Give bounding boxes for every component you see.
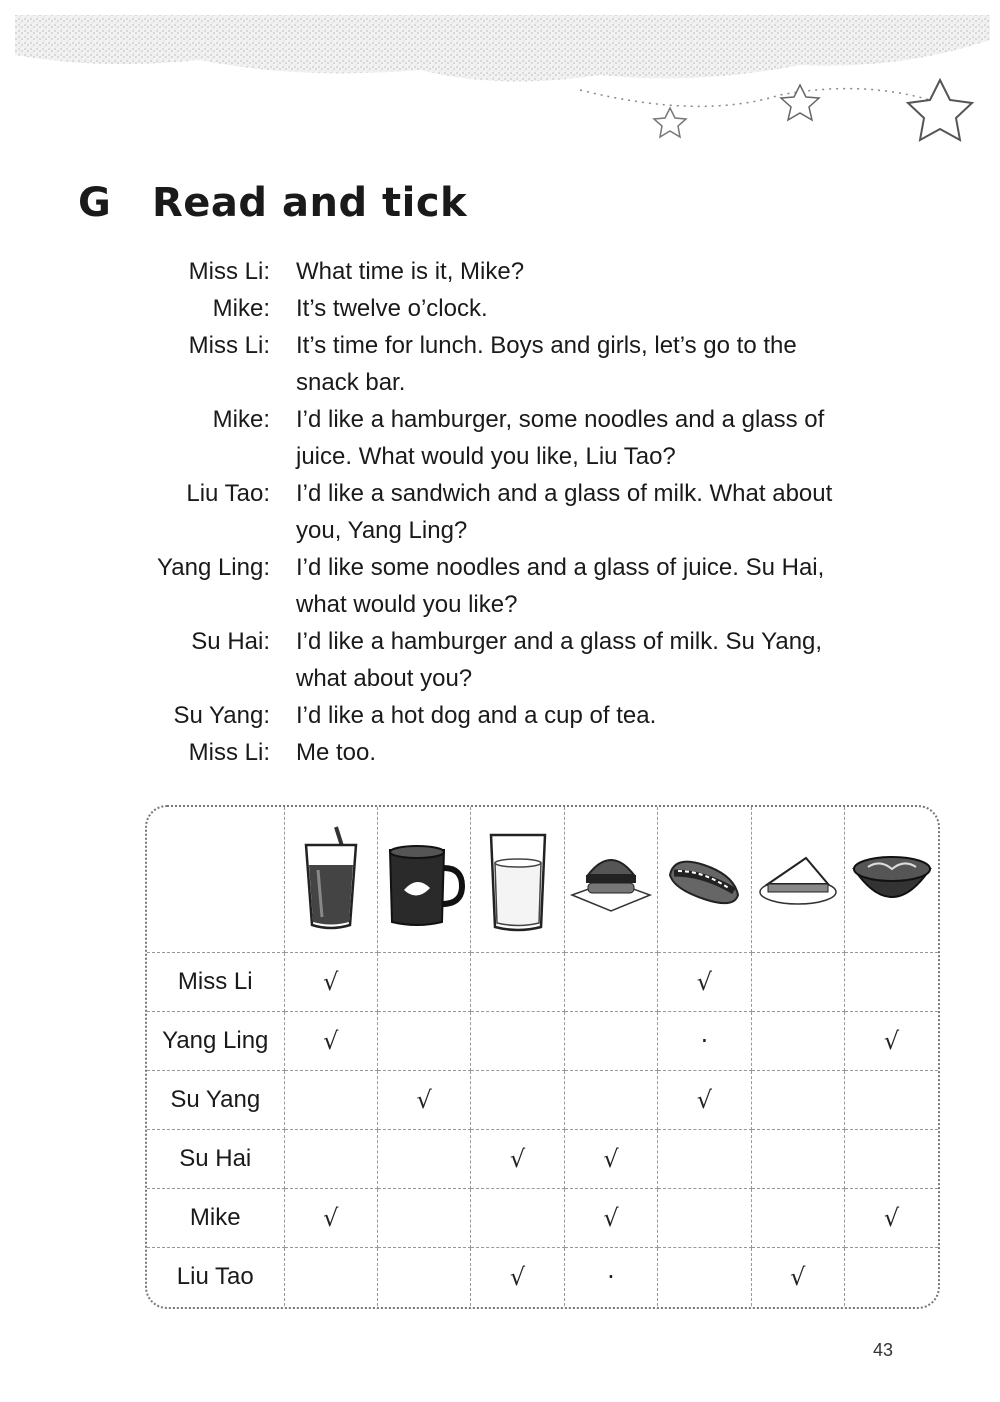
tick-cell[interactable]	[751, 1012, 844, 1071]
tick-cell[interactable]	[377, 1012, 470, 1071]
tick-cell[interactable]: √	[471, 1248, 564, 1307]
dialogue-line	[120, 364, 920, 401]
tick-cell[interactable]	[658, 1130, 751, 1189]
tick-cell[interactable]	[377, 953, 470, 1012]
hamburger-column-header	[564, 807, 657, 953]
hot-dog-icon	[664, 845, 744, 915]
tick-cell[interactable]	[751, 1189, 844, 1248]
table-row	[147, 1130, 938, 1189]
tick-cell[interactable]	[751, 1130, 844, 1189]
hamburger-icon	[568, 845, 654, 915]
speaker	[120, 438, 296, 475]
tick-cell[interactable]	[658, 1248, 751, 1307]
dialogue-line	[120, 475, 920, 512]
tea-cup-icon	[382, 830, 466, 930]
tick-cell[interactable]: √	[658, 1071, 751, 1130]
speech: I’d like a hot dog and a cup of tea.	[296, 702, 657, 729]
tick-cell[interactable]: √	[845, 1189, 938, 1248]
speech: what would you like?	[296, 591, 518, 618]
tick-cell[interactable]	[658, 1189, 751, 1248]
speaker: Miss Li:	[188, 739, 270, 766]
speech: juice. What would you like, Liu Tao?	[296, 443, 676, 470]
milk-column-header	[471, 807, 564, 953]
tick-cell[interactable]	[751, 953, 844, 1012]
tick-cell[interactable]	[471, 1189, 564, 1248]
tick-cell[interactable]	[471, 953, 564, 1012]
sandwich-column-header	[751, 807, 844, 953]
tick-cell[interactable]: √	[377, 1071, 470, 1130]
tick-cell[interactable]: √	[564, 1189, 657, 1248]
noodles-bowl-icon	[850, 845, 934, 915]
speaker	[120, 586, 296, 623]
tick-cell[interactable]: √	[564, 1130, 657, 1189]
tick-cell[interactable]	[751, 1071, 844, 1130]
juice-column-header	[284, 807, 377, 953]
tick-table	[145, 805, 940, 1309]
speech: Me too.	[296, 739, 377, 766]
dialogue-line	[120, 327, 920, 364]
tick-cell[interactable]	[845, 1071, 938, 1130]
table-row	[147, 953, 938, 1012]
speech: you, Yang Ling?	[296, 517, 468, 544]
star-icon	[654, 108, 686, 137]
speech: what about you?	[296, 665, 473, 692]
speech: I’d like a hamburger and a glass of milk. Su Yang,	[296, 628, 823, 655]
speaker	[120, 364, 296, 401]
speech: snack bar.	[296, 369, 406, 396]
section-heading	[78, 180, 467, 226]
noodles-column-header	[845, 807, 938, 953]
speech: It’s twelve o’clock.	[296, 295, 488, 322]
tick-cell[interactable]: ·	[658, 1012, 751, 1071]
tick-cell[interactable]: √	[658, 953, 751, 1012]
dialogue-line	[120, 697, 920, 734]
empty-corner-cell	[147, 807, 284, 953]
speech: I’d like a sandwich and a glass of milk. What about	[296, 480, 833, 507]
tick-cell[interactable]	[471, 1012, 564, 1071]
tick-cell[interactable]	[284, 1248, 377, 1307]
speaker	[120, 660, 296, 697]
speaker	[120, 512, 296, 549]
tick-cell[interactable]	[564, 1071, 657, 1130]
student-name: Liu Tao	[147, 1248, 284, 1307]
tick-grid	[147, 807, 938, 1306]
tick-cell[interactable]: √	[284, 953, 377, 1012]
speaker: Mike:	[212, 295, 270, 322]
dialogue-line	[120, 586, 920, 623]
tick-cell[interactable]	[564, 1012, 657, 1071]
dialogue-line	[120, 734, 920, 771]
student-name: Su Hai	[147, 1130, 284, 1189]
tick-cell[interactable]: √	[845, 1012, 938, 1071]
speech: It’s time for lunch. Boys and girls, let’s go to the	[296, 332, 797, 359]
juice-glass-icon	[296, 825, 366, 935]
table-row	[147, 1012, 938, 1071]
tick-cell[interactable]	[845, 1248, 938, 1307]
speaker: Liu Tao:	[186, 480, 270, 507]
table-row	[147, 1248, 938, 1307]
decorative-banner	[0, 0, 1000, 160]
tick-cell[interactable]: √	[471, 1130, 564, 1189]
tea-column-header	[377, 807, 470, 953]
speaker: Su Hai:	[191, 628, 270, 655]
table-row	[147, 1189, 938, 1248]
speech: What time is it, Mike?	[296, 258, 525, 285]
hot-dog-column-header	[658, 807, 751, 953]
milk-glass-icon	[483, 825, 553, 935]
tick-cell[interactable]	[471, 1071, 564, 1130]
sandwich-icon	[758, 850, 838, 910]
tick-cell[interactable]	[377, 1248, 470, 1307]
tick-cell[interactable]: √	[751, 1248, 844, 1307]
tick-cell[interactable]	[377, 1189, 470, 1248]
tick-cell[interactable]: √	[284, 1189, 377, 1248]
student-name: Yang Ling	[147, 1012, 284, 1071]
tick-cell[interactable]	[845, 953, 938, 1012]
tick-cell[interactable]: √	[284, 1012, 377, 1071]
speech: I’d like a hamburger, some noodles and a glass of	[296, 406, 825, 433]
dialogue-line	[120, 401, 920, 438]
section-title: Read and tick	[152, 180, 468, 226]
dialogue-line	[120, 512, 920, 549]
dialogue-line	[120, 549, 920, 586]
speaker: Miss Li:	[188, 258, 270, 285]
tick-cell[interactable]	[284, 1130, 377, 1189]
dialogue-line	[120, 290, 920, 327]
tick-cell[interactable]	[284, 1071, 377, 1130]
speaker: Yang Ling:	[157, 554, 270, 581]
speaker: Miss Li:	[188, 332, 270, 359]
tick-cell[interactable]: ·	[564, 1248, 657, 1307]
dialogue-line	[120, 660, 920, 697]
speech: I’d like some noodles and a glass of juice. Su Hai,	[296, 554, 825, 581]
section-letter: G	[78, 180, 112, 226]
tick-cell[interactable]	[377, 1130, 470, 1189]
tick-cell[interactable]	[564, 953, 657, 1012]
picture-row	[147, 807, 938, 953]
page-number: 43	[873, 1340, 894, 1360]
star-icon	[908, 80, 972, 140]
tick-cell[interactable]	[845, 1130, 938, 1189]
dialogue-line	[120, 253, 920, 290]
student-name: Su Yang	[147, 1071, 284, 1130]
dialogue-line	[120, 438, 920, 475]
speaker: Mike:	[212, 406, 270, 433]
dialogue	[120, 253, 920, 771]
table-row	[147, 1071, 938, 1130]
star-icon	[781, 85, 819, 120]
dialogue-line	[120, 623, 920, 660]
student-name: Miss Li	[147, 953, 284, 1012]
student-name: Mike	[147, 1189, 284, 1248]
speaker: Su Yang:	[173, 702, 270, 729]
